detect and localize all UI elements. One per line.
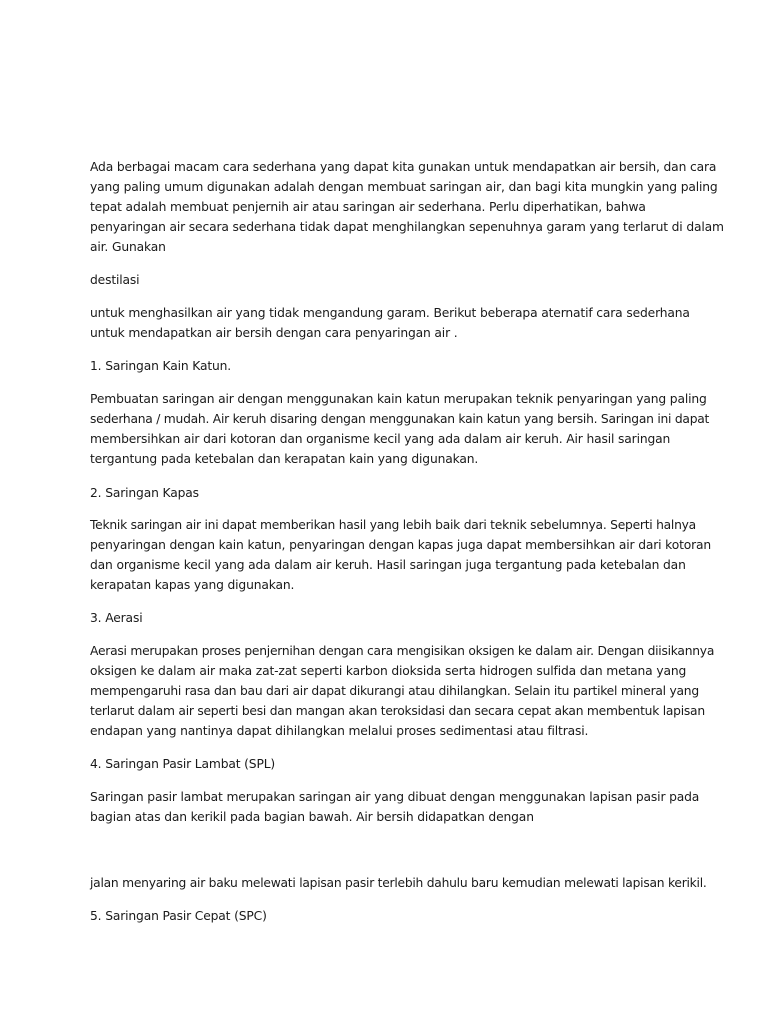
paragraph-line: dan organisme kecil yang ada dalam air keruh. Hasil saringan juga tergantung pada ketebalan dan [90,558,686,572]
section-heading: 4. Saringan Pasir Lambat (SPL) [90,757,276,771]
paragraph-line: Saringan pasir lambat merupakan saringan air yang dibuat dengan menggunakan lapisan pasir pada [90,790,700,804]
paragraph-line: untuk mendapatkan air bersih dengan cara penyaringan air . [90,326,458,340]
paragraph-line: terlarut dalam air seperti besi dan mangan akan teroksidasi dan secara cepat akan membentuk lapisan [90,704,705,718]
section-heading: 3. Aerasi [90,611,143,625]
section-heading: 2. Saringan Kapas [90,486,199,500]
paragraph-line: air. Gunakan [90,240,166,254]
paragraph-line: tergantung pada ketebalan dan kerapatan kain yang digunakan. [90,452,479,466]
paragraph-line: Ada berbagai macam cara sederhana yang dapat kita gunakan untuk mendapatkan air bersih, dan cara [90,160,717,174]
paragraph-line: penyaringan air secara sederhana tidak dapat menghilangkan sepenuhnya garam yang terlarut di dalam [90,220,724,234]
paragraph-line: kerapatan kapas yang digunakan. [90,578,295,592]
paragraph-line: penyaringan dengan kain katun, penyaringan dengan kapas juga dapat membersihkan air dari kotoran [90,538,712,552]
paragraph-line: Aerasi merupakan proses penjernihan dengan cara mengisikan oksigen ke dalam air. Dengan diisikannya [90,644,715,658]
paragraph-line: membersihkan air dari kotoran dan organisme kecil yang ada dalam air keruh. Air hasil saringan [90,432,671,446]
paragraph-line: yang paling umum digunakan adalah dengan membuat saringan air, dan bagi kita mungkin yang paling [90,180,718,194]
paragraph-line: Teknik saringan air ini dapat memberikan hasil yang lebih baik dari teknik sebelumnya. Seperti halnya [90,518,696,532]
section-heading: 5. Saringan Pasir Cepat (SPC) [90,909,267,923]
paragraph-line: mempengaruhi rasa dan bau dari air dapat dikurangi atau dihilangkan. Selain itu partikel mineral yang [90,684,699,698]
paragraph-line: bagian atas dan kerikil pada bagian bawah. Air bersih didapatkan dengan [90,810,534,824]
section-heading: 1. Saringan Kain Katun. [90,359,232,373]
paragraph-line: Pembuatan saringan air dengan menggunakan kain katun merupakan teknik penyaringan yang paling [90,392,707,406]
paragraph-line: untuk menghasilkan air yang tidak mengandung garam. Berikut beberapa aternatif cara sederhana [90,306,690,320]
paragraph-line: destilasi [90,273,140,287]
paragraph-line: sederhana / mudah. Air keruh disaring dengan menggunakan kain katun yang bersih. Saringan ini dapat [90,412,710,426]
paragraph-line: jalan menyaring air baku melewati lapisan pasir terlebih dahulu baru kemudian melewati lapisan kerikil. [90,876,707,890]
paragraph-line: endapan yang nantinya dapat dihilangkan melalui proses sedimentasi atau filtrasi. [90,724,589,738]
paragraph-line: oksigen ke dalam air maka zat-zat seperti karbon dioksida serta hidrogen sulfida dan metana yang [90,664,687,678]
paragraph-line: tepat adalah membuat penjernih air atau saringan air sederhana. Perlu diperhatikan, bahwa [90,200,646,214]
